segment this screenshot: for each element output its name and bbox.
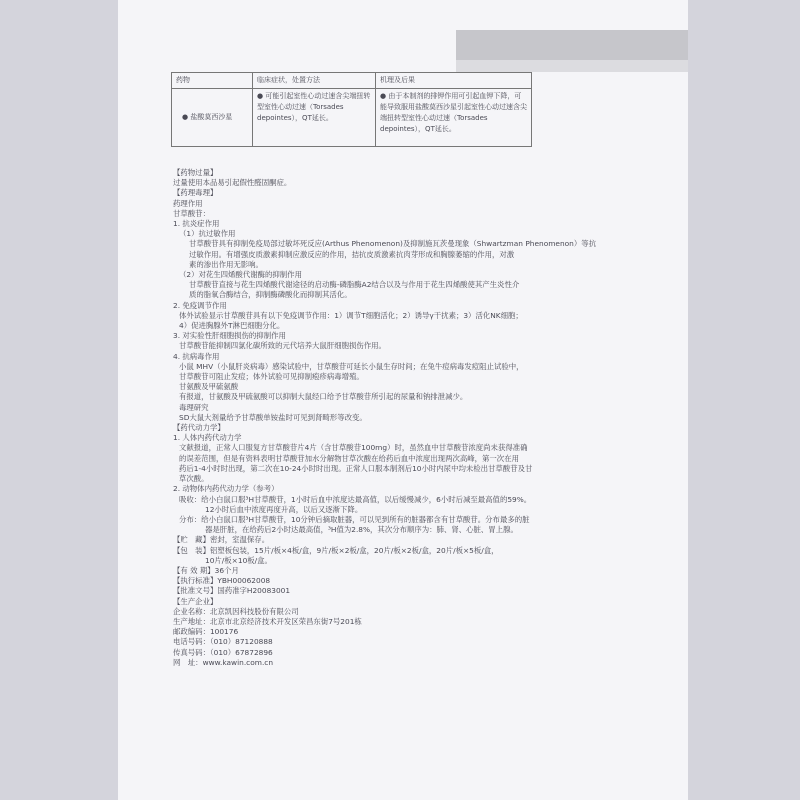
- section-heading: 【药理毒理】: [173, 188, 218, 198]
- address-line: 生产地址：北京市北京经济技术开发区荣昌东街7号201栋: [173, 616, 362, 626]
- text-line: 有报道，甘氨酸及甲硫氨酸可以抑制大鼠经口给予甘草酸苷所引起的尿量和钠排泄减少。: [179, 392, 468, 402]
- standard-line: 【执行标准】YBH00062008: [173, 576, 271, 586]
- text-line: SD大鼠大剂量给予甘草酸单铵盐时可见到肾畸形等改变。: [179, 412, 367, 422]
- item-heading: 2. 动物体内药代动力学（参考）: [173, 484, 279, 494]
- text-line: 的误差范围，但是有资料表明甘草酸苷加水分解物甘草次酸在给药后血中浓度出现两次高峰，第一次在用: [179, 453, 519, 463]
- interaction-table: [171, 72, 532, 147]
- section-heading: 【生产企业】: [173, 596, 218, 606]
- table-header-row: [172, 73, 532, 89]
- table-row: [172, 89, 532, 147]
- sub-heading: 药理作用: [173, 198, 203, 208]
- table-header: 机理及后果: [376, 73, 532, 89]
- text-line: 小鼠 MHV（小鼠肝炎病毒）感染试验中，甘草酸苷可延长小鼠生存时间；在兔牛痘病毒发痘阻止试验中，: [179, 361, 524, 371]
- item-heading: 1. 人体内药代动力学: [173, 433, 242, 443]
- text-line: 药后1-4小时时出现，第二次在10-24小时时出现。正常人口服本制剂后10小时内尿中均未检出甘草酸苷及甘: [179, 463, 533, 473]
- table-header: 药物: [172, 73, 253, 89]
- item-heading: 4. 抗病毒作用: [173, 351, 220, 361]
- sub-heading: 毒理研究: [179, 402, 209, 412]
- storage-line: 【贮 藏】密封，室温保存。: [173, 535, 270, 545]
- drug-name-cell: ● 盐酸莫西沙星: [172, 89, 253, 147]
- text-line: 质的脂氧合酶结合，抑制酶磷酸化而抑制其活化。: [189, 290, 352, 300]
- package-line: 【包 装】铝塑板包装，15片/板×4板/盒，9片/板×2板/盒，20片/板×2板/盒，20片/板×5板/盒，: [173, 545, 499, 555]
- company-line: 企业名称：北京凯因科技股份有限公司: [173, 606, 299, 616]
- text-line: 甘草酸苷能抑制四氯化碳所致的元代培养大鼠肝细胞损伤作用。: [179, 341, 386, 351]
- postcode-line: 邮政编码：100176: [173, 627, 239, 637]
- fax-line: 传真号码：（010）67872896: [173, 647, 273, 657]
- text-line: 吸收：给小白鼠口服³H甘草酸苷，1小时后血中浓度达最高值，以后缓慢减少，6小时后减至最高值的59%。: [179, 494, 532, 504]
- item-heading: （2）对花生四烯酸代谢酶的抑制作用: [179, 270, 302, 280]
- text-line: 草次酸。: [179, 474, 209, 484]
- table-header: 临床症状，处置方法: [253, 73, 376, 89]
- overdose-text: 过量使用本品易引起假性醛固酮症。: [173, 178, 292, 188]
- text-line: 体外试验显示甘草酸苷具有以下免疫调节作用：1）调节T细胞活化；2）诱导γ干扰素；3）活化NK细胞；: [179, 310, 523, 320]
- symptom-cell: ● 可能引起室性心动过速含尖端扭转型室性心动过速（Torsades depointes），QT延长。: [253, 89, 376, 147]
- text-line: 分布：给小白鼠口服³H甘草酸苷，10分钟后摘取脏器，可以见到所有的脏器都含有甘草酸苷。分布最多的脏: [179, 514, 530, 524]
- text-line: 12小时后血中浓度再度升高，以后又逐渐下降。: [205, 504, 363, 514]
- item-heading: 1. 抗炎症作用: [173, 219, 220, 229]
- text-line: 文献报道，正常人口服复方甘草酸苷片4片（含甘草酸苷100mg）时，虽然血中甘草酸苷浓度尚未获得准确: [179, 443, 528, 453]
- item-heading: 2. 免疫调节作用: [173, 300, 227, 310]
- website-line: 网 址：www.kawin.com.cn: [173, 657, 274, 667]
- expiry-line: 【有 效 期】36个月: [173, 565, 239, 575]
- sub-heading: 甘草酸苷：: [173, 208, 210, 218]
- phone-line: 电话号码：（010）87120888: [173, 637, 273, 647]
- package-line: 10片/板×10板/盒。: [205, 555, 272, 565]
- item-heading: （1）抗过敏作用: [179, 229, 236, 239]
- approval-line: 【批准文号】国药准字H20083001: [173, 586, 291, 596]
- text-line: 甘草酸苷具有抑制免疫局部过敏坏死反应(Arthus Phenomenon)及抑制施瓦茨曼现象（Shwartzman Phenomenon）等抗: [189, 239, 597, 249]
- mechanism-cell: ● 由于本制剂的排钾作用可引起血钾下降，可能导致服用盐酸莫西沙星引起室性心动过速含尖端扭转型室性心动过速（Torsades depointes），QT延长。: [376, 89, 532, 147]
- page-corner-shade: [456, 30, 688, 60]
- text-line: 4）促进胸腺外T淋巴细胞分化。: [179, 321, 285, 331]
- text-line: 过敏作用。有增强皮质激素抑制应激反应的作用，拮抗皮质激素抗肉芽形成和胸腺萎缩的作用，对激: [189, 249, 515, 259]
- text-line: 甘草酸苷可阻止发痘；体外试验可见抑制疱疹病毒增殖。: [179, 372, 364, 382]
- sub-heading: 甘氨酸及甲硫氨酸: [179, 382, 239, 392]
- section-heading: 【药物过量】: [173, 168, 218, 177]
- section-heading: 【药代动力学】: [173, 423, 225, 433]
- text-line: 器是肝脏，在给药后2小时达最高值，³H值为2.8%，其次分布顺序为：肺、肾、心脏、胃上腺。: [205, 525, 518, 535]
- page-corner-shade-light: [456, 60, 688, 72]
- text-line: 甘草酸苷直接与花生四烯酸代谢途径的启动酶-磷脂酶A2结合以及与作用于花生四烯酸使其产生炎性介: [189, 280, 520, 290]
- item-heading: 3. 对实验性肝细胞损伤的抑制作用: [173, 331, 286, 341]
- text-line: 素的渗出作用无影响。: [189, 259, 263, 269]
- leaflet-body: [173, 168, 633, 668]
